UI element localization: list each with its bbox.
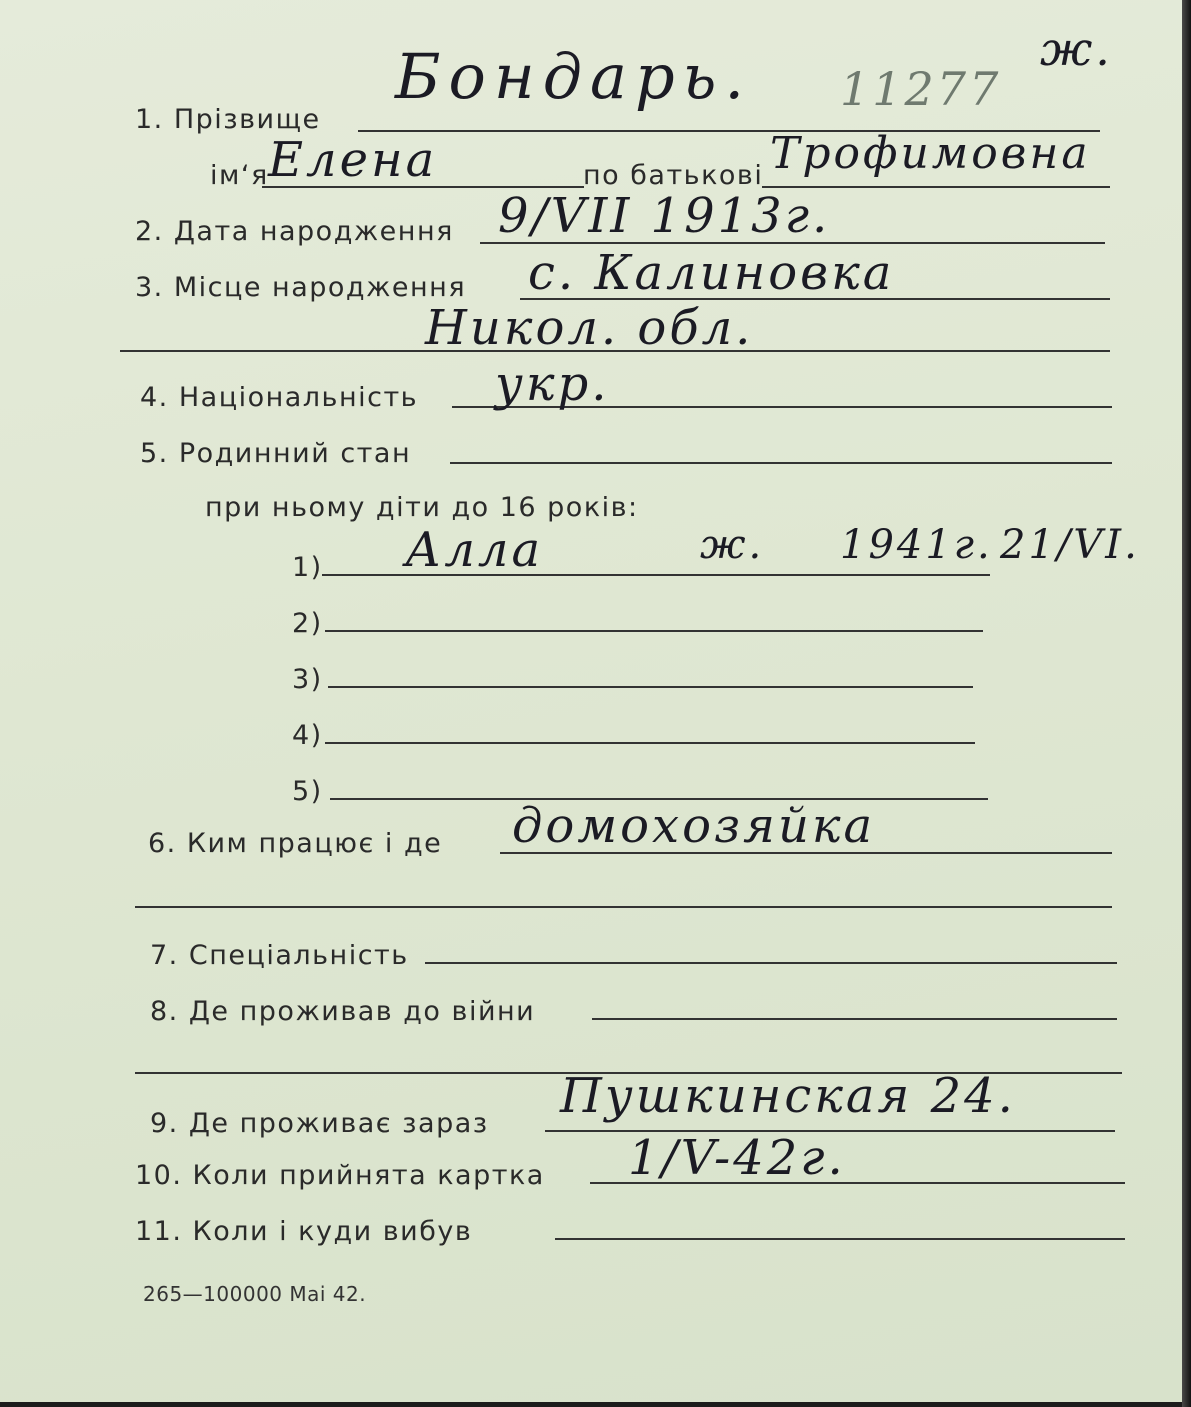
marital-line[interactable] <box>450 462 1112 464</box>
child-1-gender: ж. <box>700 522 765 568</box>
current-address-value: Пушкинская 24. <box>560 1068 1016 1124</box>
child-1-label: 1) <box>292 552 323 583</box>
child-3-line[interactable] <box>328 686 973 688</box>
name-label: ім‘я <box>210 160 269 191</box>
birthplace-value-1: с. Калиновка <box>528 245 895 301</box>
child-1-date: 21/VI. <box>1000 522 1140 568</box>
children-label: при ньому діти до 16 років: <box>205 492 639 523</box>
child-3-label: 3) <box>292 664 323 695</box>
patronymic-label: по батькові <box>583 160 764 191</box>
marital-label: 5. Родинний стан <box>140 438 412 469</box>
nationality-value: укр. <box>495 356 610 412</box>
work-line-2[interactable] <box>135 906 1112 908</box>
card-date-label: 10. Коли прийнята картка <box>135 1160 545 1191</box>
first-name-value: Елена <box>268 132 438 188</box>
specialty-line[interactable] <box>425 962 1117 964</box>
surname-label: 1. Прізвище <box>135 104 321 135</box>
departure-line[interactable] <box>555 1238 1125 1240</box>
record-number: 11277 <box>840 62 1002 116</box>
child-4-label: 4) <box>292 720 323 751</box>
birthplace-label: 3. Місце народження <box>135 272 467 303</box>
gender-mark: ж. <box>1040 22 1113 76</box>
child-1-name: Алла <box>405 522 544 578</box>
patronymic-value: Трофимовна <box>770 128 1091 179</box>
child-2-line[interactable] <box>325 630 983 632</box>
work-label: 6. Ким працює і де <box>148 828 443 859</box>
birthdate-label: 2. Дата народження <box>135 216 454 247</box>
prewar-label: 8. Де проживав до війни <box>150 996 536 1027</box>
surname-value: Бондарь. <box>395 40 753 113</box>
child-1-year: 1941г. <box>840 522 993 568</box>
child-5-label: 5) <box>292 776 323 807</box>
current-address-label: 9. Де проживає зараз <box>150 1108 489 1139</box>
birthplace-value-2: Никол. обл. <box>425 300 754 356</box>
departure-label: 11. Коли і куди вибув <box>135 1216 473 1247</box>
specialty-label: 7. Спеціальність <box>150 940 409 971</box>
nationality-label: 4. Національність <box>140 382 419 413</box>
card-edge-shadow <box>1182 0 1191 1407</box>
card-date-value: 1/V-42г. <box>628 1130 846 1186</box>
prewar-line[interactable] <box>592 1018 1117 1020</box>
print-code: 265—100000 Mai 42. <box>143 1282 367 1306</box>
birthdate-value: 9/VII 1913г. <box>498 188 831 244</box>
child-2-label: 2) <box>292 608 323 639</box>
child-4-line[interactable] <box>325 742 975 744</box>
work-value: домохозяйка <box>512 798 876 854</box>
